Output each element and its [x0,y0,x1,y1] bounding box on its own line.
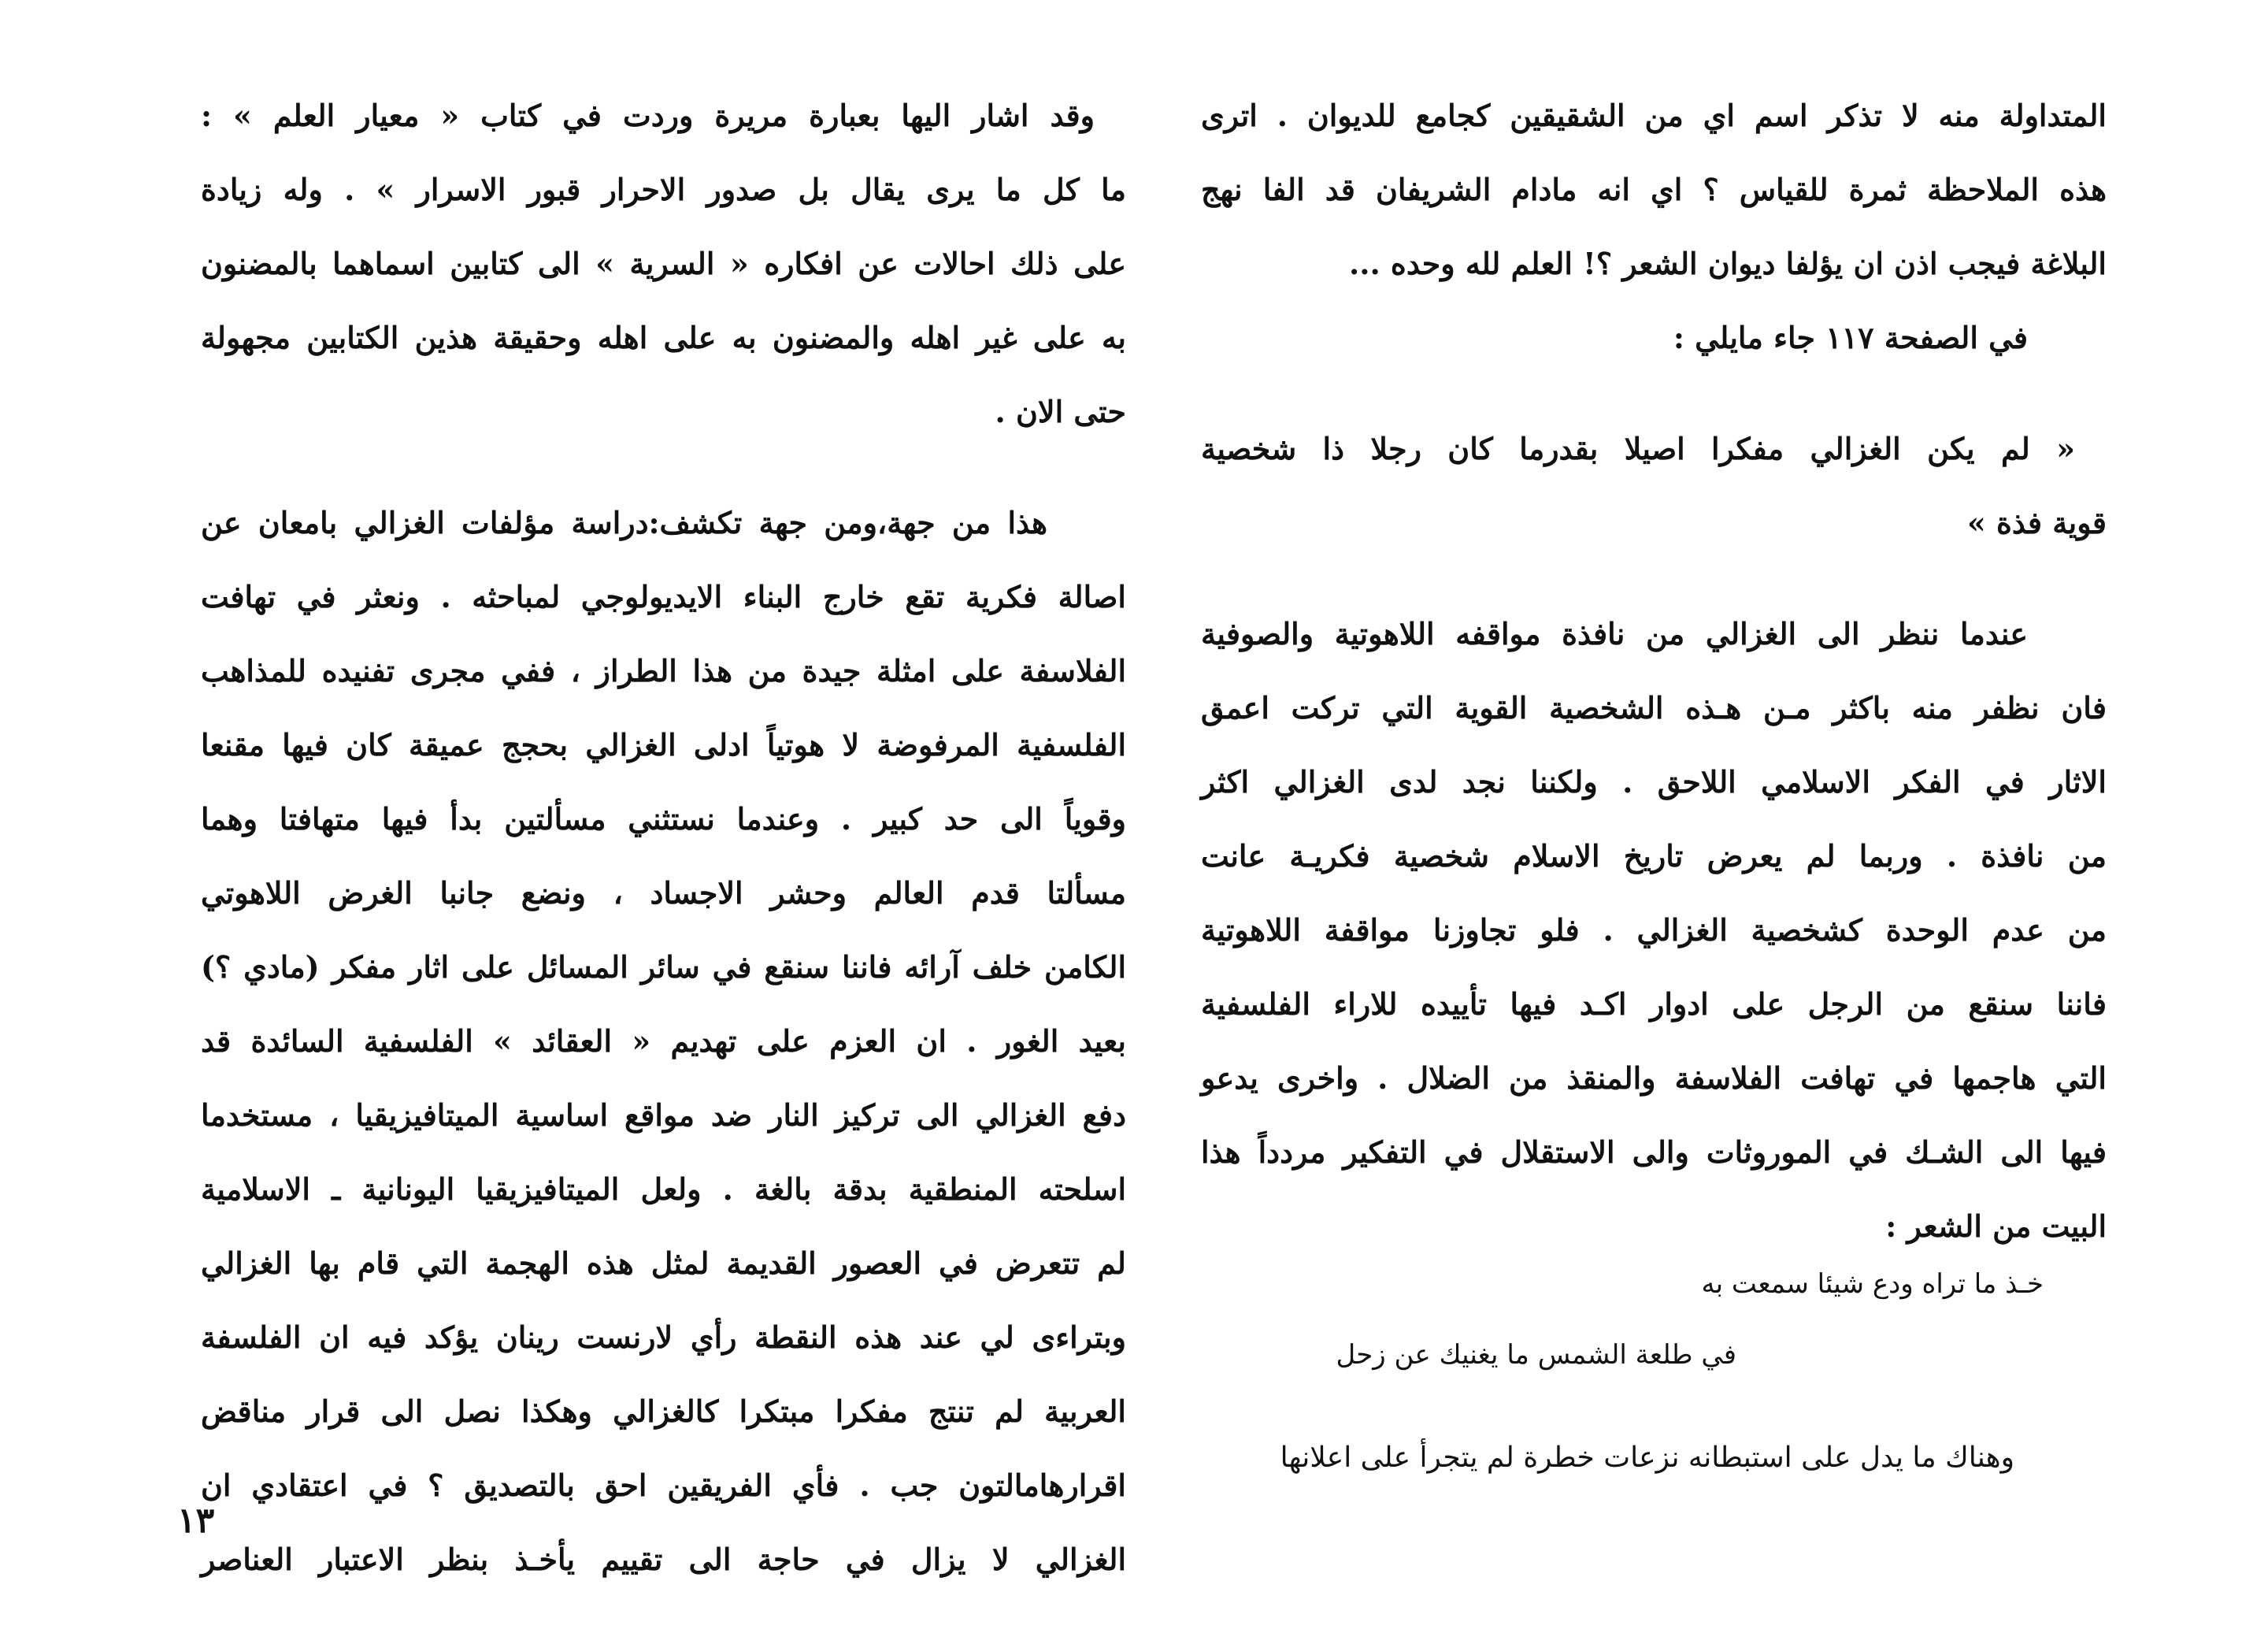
paragraph-line: به على غير اهله والمضنون به على اهله وحقيقة هذين الكتابين مجهولة [201,320,1126,355]
paragraph-line: التي هاجمها في تهافت الفلاسفة والمنقذ من الضلال . واخرى يدعو [1201,1060,2107,1096]
paragraph-line: من نافذة . وربما لم يعرض تاريخ الاسلام شخصية فكريـة عانت [1201,838,2107,874]
paragraph-line: وقوياً الى حد كبير . وعندما نستثني مسألتين بدأ فيها متهافتا وهما [201,801,1126,837]
paragraph-line: اصالة فكرية تقع خارج البناء الايديولوجي لمباحثه . ونعثر في تهافت [201,579,1126,614]
paragraph-line: وقد اشار اليها بعبارة مريرة وردت في كتاب « معيار العلم » : [201,98,1095,133]
paragraph-line: من عدم الوحدة كشخصية الغزالي . فلو تجاوزنا مواقفة اللاهوتية [1201,912,2107,948]
text-line: البلاغة فيجب اذن ان يؤلفا ديوان الشعر ؟! العلم لله وحده ... [1349,246,2107,281]
paragraph-line: فيها الى الشـك في الموروثات والى الاستقلال في التفكير مردداً هذا [1201,1134,2107,1170]
paragraph-line: الغزالي لا يزال في حاجة الى تقييم يأخـذ بنظر الاعتبار العناصر [201,1542,1126,1577]
quote-line: قوية فذة » [1967,505,2107,540]
page-number: ١٣ [177,1501,215,1541]
paragraph-line: مسألتا قدم العالم وحشر الاجساد ، ونضع جانبا الغرض اللاهوتي [201,875,1126,911]
paragraph-line: العربية لم تنتج مفكرا مبتكرا كالغزالي وهكذا نصل الى قرار مناقض [201,1393,1126,1429]
page-reference-line: في الصفحة ١١٧ جاء مايلي : [1673,320,2028,355]
spacer [201,449,1126,486]
quote-line: « لم يكن الغزالي مفكرا اصيلا بقدرما كان رجلا ذا شخصية [1201,431,2075,466]
paragraph-line: الاثار في الفكر الاسلامي اللاحق . ولكننا نجد لدى الغزالي اكثر [1201,764,2107,800]
paragraph-line: دفع الغزالي الى تركيز النار ضد مواقع اساسية الميتافيزيقيا ، مستخدما [201,1097,1126,1133]
paragraph-line: هذا من جهة،ومن جهة تكشف:دراسة مؤلفات الغزالي بامعان عن [201,505,1047,540]
spacer [1201,375,2107,412]
left-page-column [201,79,1126,1597]
poem-verse-2: في طلعة الشمس ما يغنيك عن زحل [1336,1339,1736,1371]
paragraph-line: فان نظفر منه باكثر مـن هـذه الشخصية القوية التي تركت اعمق [1201,690,2107,725]
paragraph-line: على ذلك احالات عن افكاره « السرية » الى كتابين اسماهما بالمضنون [201,246,1126,281]
paragraph-line: وبتراءى لي عند هذه النقطة رأي لارنست رينان يؤكد فيه ان الفلسفة [201,1319,1126,1355]
paragraph-line: فاننا سنقع من الرجل على ادوار اكـد فيها تأييده للاراء الفلسفية [1201,986,2107,1022]
paragraph-line: بعيد الغور . ان العزم على تهديم « العقائد » الفلسفية السائدة قد [201,1023,1126,1059]
spacer [1201,560,2107,597]
text-line: المتداولة منه لا تذكر اسم اي من الشقيقين كجامع للديوان . اترى [1201,98,2107,133]
paragraph-line: عندما ننظر الى الغزالي من نافذة مواقفه اللاهوتية والصوفية [1201,616,2028,651]
paragraph-line: الكامن خلف آرائه فاننا سنقع في سائر المسائل على اثار مفكر (مادي ؟) [201,949,1126,985]
right-page-column [1201,79,2107,1263]
paragraph-line: اسلحته المنطقية بدقة بالغة . ولعل الميتافيزيقيا اليونانية ـ الاسلامية [201,1171,1126,1207]
paragraph-line: لم تتعرض في العصور القديمة لمثل هذه الهجمة التي قام بها الغزالي [201,1245,1126,1281]
paragraph-line: حتى الان . [995,394,1126,429]
closing-line: وهناك ما يدل على استبطانه نزعات خطرة لم يتجرأ على اعلانها [1280,1442,2014,1474]
paragraph-line: البيت من الشعر : [1885,1208,2107,1244]
paragraph-line: ما كل ما يرى يقال بل صدور الاحرار قبور الاسرار » . وله زيادة [201,172,1126,207]
poem-verse-1: خـذ ما تراه ودع شيئا سمعت به [1701,1268,2044,1300]
paragraph-line: اقرارهامالتون جب . فأي الفريقين احق بالتصديق ؟ في اعتقادي ان [201,1468,1126,1503]
text-line: هذه الملاحظة ثمرة للقياس ؟ اي انه مادام الشريفان قد الفا نهج [1201,172,2107,207]
paragraph-line: الفلاسفة على امثلة جيدة من هذا الطراز ، ففي مجرى تفنيده للمذاهب [201,653,1126,688]
paragraph-line: الفلسفية المرفوضة لا هوتياً ادلى الغزالي بحجج عميقة كان فيها مقنعا [201,727,1126,763]
